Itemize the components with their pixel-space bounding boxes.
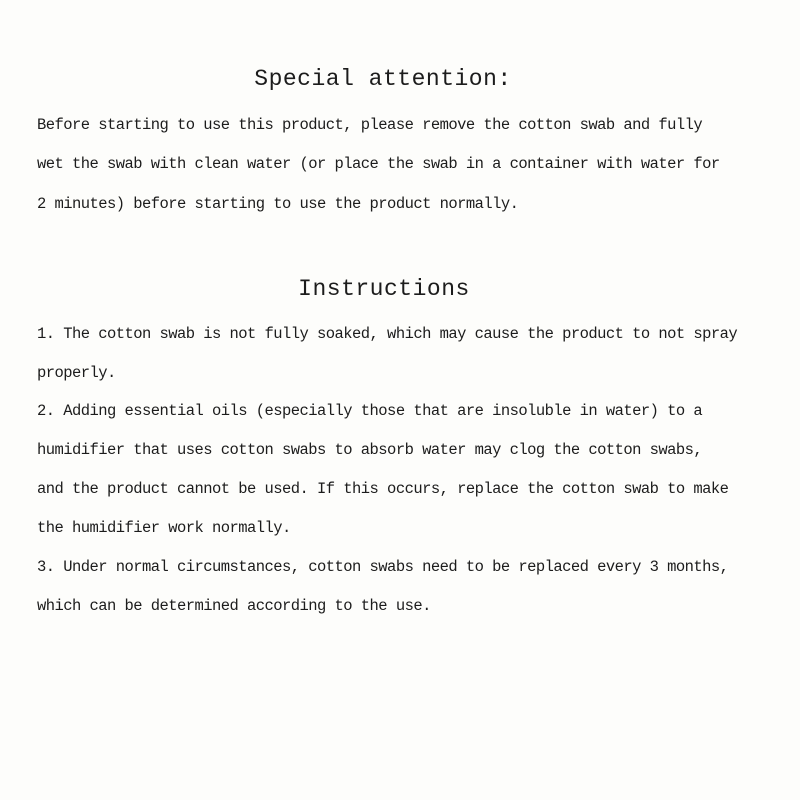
- instruction-line: 2. Adding essential oils (especially those that are insoluble in water) to a: [37, 402, 703, 420]
- special-attention-line: wet the swab with clean water (or place the swab in a container with water for: [37, 155, 720, 173]
- instructions-title: Instructions: [298, 276, 470, 302]
- instruction-line: which can be determined according to the use.: [37, 597, 431, 615]
- instruction-line: and the product cannot be used. If this occurs, replace the cotton swab to make: [37, 480, 729, 498]
- instruction-line: the humidifier work normally.: [37, 519, 291, 537]
- special-attention-line: 2 minutes) before starting to use the product normally.: [37, 195, 519, 213]
- special-attention-line: Before starting to use this product, please remove the cotton swab and fully: [37, 116, 703, 134]
- instruction-line: 3. Under normal circumstances, cotton swabs need to be replaced every 3 months,: [37, 558, 729, 576]
- instruction-line: properly.: [37, 364, 116, 382]
- instruction-line: 1. The cotton swab is not fully soaked, which may cause the product to not spray: [37, 325, 738, 343]
- special-attention-title: Special attention:: [254, 66, 512, 92]
- instruction-line: humidifier that uses cotton swabs to absorb water may clog the cotton swabs,: [37, 441, 703, 459]
